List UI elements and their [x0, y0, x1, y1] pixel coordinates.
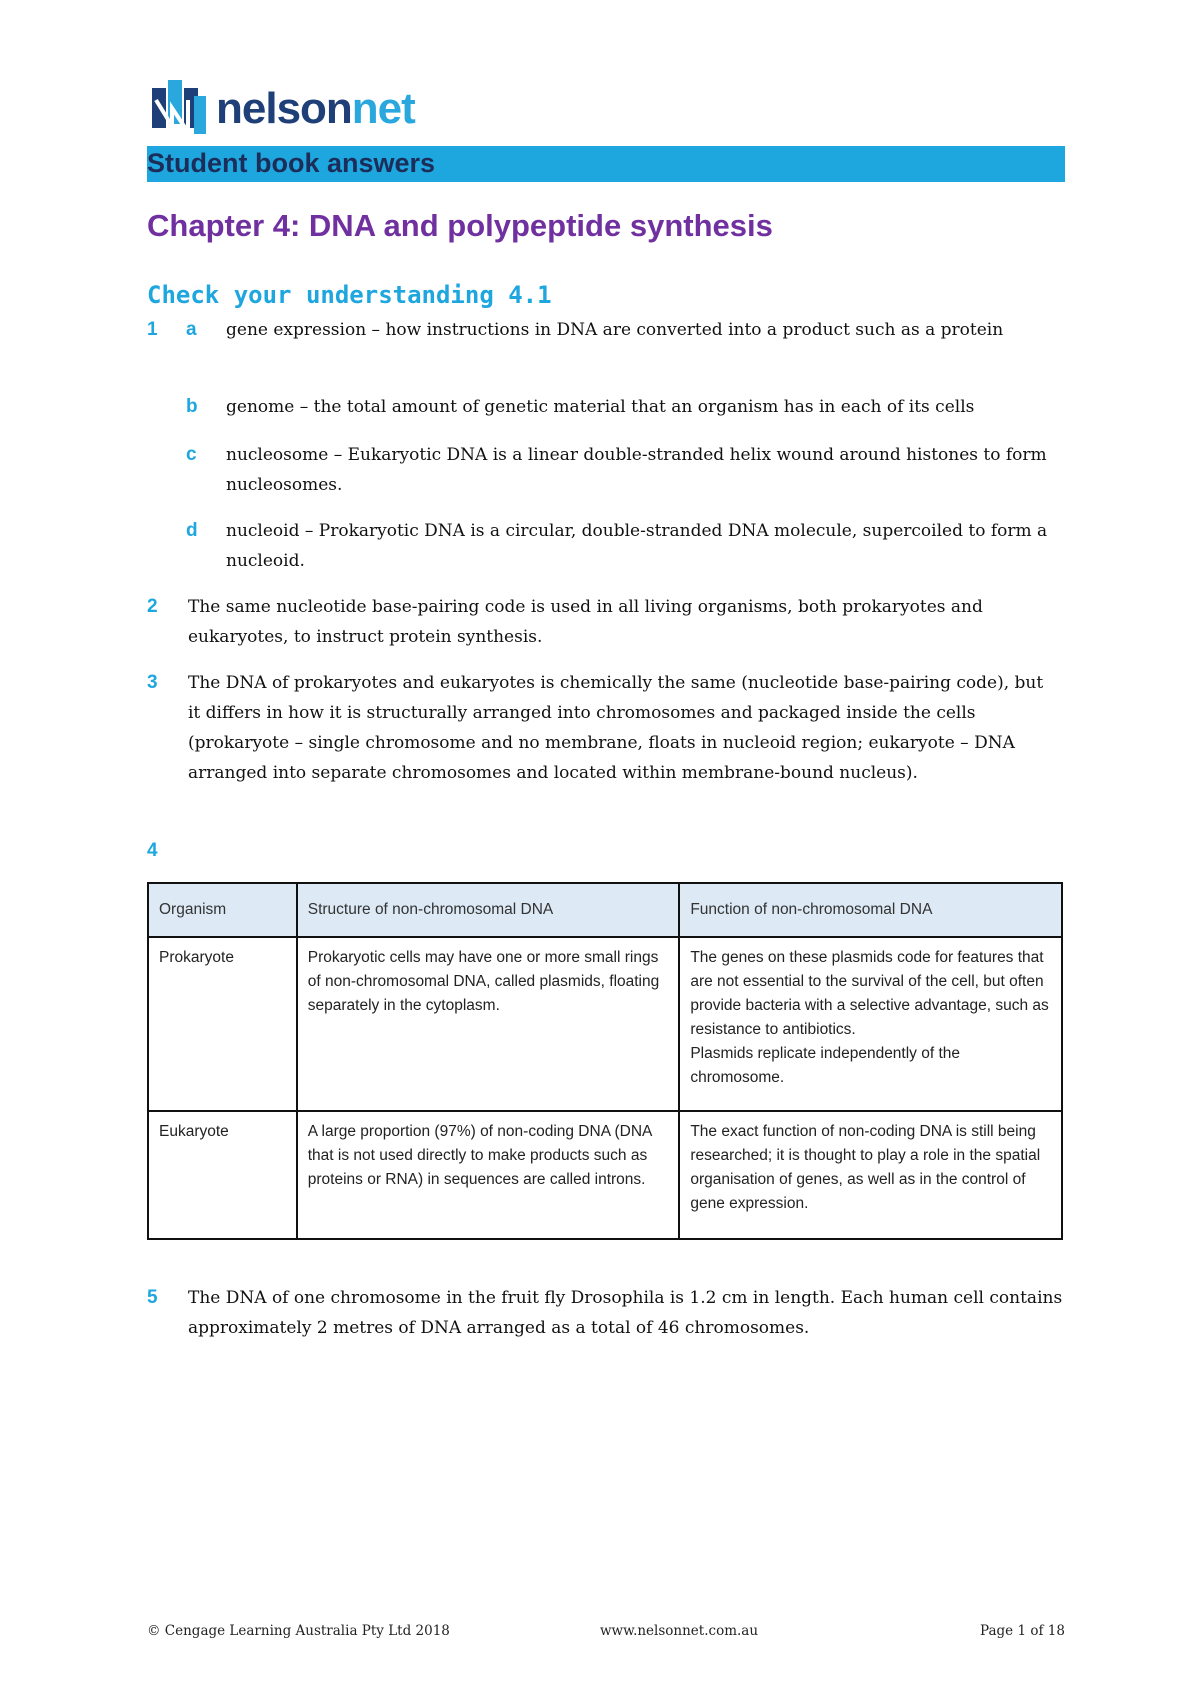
table-row [148, 937, 1062, 1111]
footer-page-number: Page 1 of 18 [980, 1623, 1065, 1639]
header-organism: Organism [148, 883, 297, 937]
nelsonnet-logo-icon [150, 78, 210, 140]
cell-organism: Eukaryote [148, 1111, 297, 1239]
question-1b-letter: b [186, 396, 198, 417]
question-number-2: 2 [147, 596, 158, 617]
cell-function [679, 937, 1062, 1111]
cell-structure: Prokaryotic cells may have one or more small rings of non-chromosomal DNA, called plasmids, floating separately in the cytoplasm. [297, 937, 680, 1111]
question-number-4: 4 [147, 840, 158, 861]
question-1a-answer: gene expression – how instructions in DNA are converted into a product such as a protein [226, 320, 1004, 340]
question-1b-answer: genome – the total amount of genetic material that an organism has in each of its cells [226, 397, 975, 417]
cell-function-text: The genes on these plasmids code for features that are not essential to the survival of the cell, but often provide bacteria with a selective advantage, such as resistance to antibiotics. [690, 949, 1049, 1038]
section-title: Check your understanding 4.1 [147, 281, 552, 309]
footer-url[interactable]: www.nelsonnet.com.au [600, 1623, 759, 1639]
question-5-answer: The DNA of one chromosome in the fruit fly Drosophila is 1.2 cm in length. Each human cell contains approximately 2 metres of DNA arranged as a total of 46 chromosomes. [188, 1288, 1063, 1338]
banner-title: Student book answers [147, 148, 436, 178]
question-number-5: 5 [147, 1287, 158, 1308]
footer-copyright: © Cengage Learning Australia Pty Ltd 2018 [147, 1623, 450, 1639]
question-number-3: 3 [147, 672, 158, 693]
title-banner [147, 146, 1065, 182]
chapter-title: Chapter 4: DNA and polypeptide synthesis [147, 208, 773, 243]
header-structure: Structure of non-chromosomal DNA [297, 883, 680, 937]
table-header-row [148, 883, 1062, 937]
question-3-answer: The DNA of prokaryotes and eukaryotes is chemically the same (nucleotide base-pairing code), but it differs in how it is structurally arranged into chromosomes and packaged inside the cells (prokaryote – single chromosome and no membrane, floats in nucleoid region; eukaryote – DNA arranged into separate chromosomes and located within membrane-bound nucleus). [188, 673, 1044, 783]
question-1c-letter: c [186, 444, 197, 465]
question-1a-letter: a [186, 319, 197, 340]
dna-comparison-table [147, 882, 1063, 1240]
question-1d-letter: d [186, 520, 198, 541]
nelsonnet-logo [150, 78, 415, 140]
cell-organism: Prokaryote [148, 937, 297, 1111]
table-row [148, 1111, 1062, 1239]
question-1d-answer: nucleoid – Prokaryotic DNA is a circular, double-stranded DNA molecule, supercoiled to form a nucleoid. [226, 521, 1048, 571]
header-function: Function of non-chromosomal DNA [679, 883, 1062, 937]
cell-structure: A large proportion (97%) of non-coding DNA (DNA that is not used directly to make products such as proteins or RNA) in sequences are called introns. [297, 1111, 680, 1239]
question-number-1: 1 [147, 319, 158, 340]
cell-function: The exact function of non-coding DNA is still being researched; it is thought to play a role in the spatial organisation of genes, as well as in the control of gene expression. [679, 1111, 1062, 1239]
logo-wordmark: nelsonnet [216, 84, 415, 133]
cell-function-text-2: Plasmids replicate independently of the chromosome. [690, 1045, 961, 1086]
question-2-answer: The same nucleotide base-pairing code is used in all living organisms, both prokaryotes and eukaryotes, to instruct protein synthesis. [188, 597, 983, 647]
question-1c-answer: nucleosome – Eukaryotic DNA is a linear double-stranded helix wound around histones to form nucleosomes. [226, 445, 1047, 495]
